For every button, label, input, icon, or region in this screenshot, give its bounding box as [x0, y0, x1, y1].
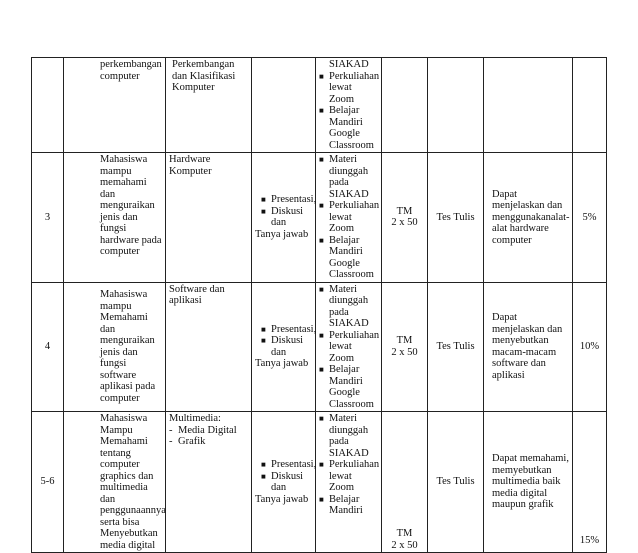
square-bullet-icon: ■ [261, 460, 266, 469]
square-bullet-icon: ■ [319, 155, 324, 164]
square-bullet-icon: ■ [319, 460, 324, 469]
method-cell [252, 58, 316, 153]
square-bullet-icon: ■ [261, 324, 266, 334]
square-bullet-icon: ■ [319, 414, 324, 423]
assessment-cell: Tes Tulis [428, 412, 484, 553]
list-item: ■ Diskusi dan [255, 471, 312, 494]
media-item: SIAKAD [329, 59, 369, 70]
list-item: - Media Digital [169, 424, 237, 436]
dash-bullet-icon: - [169, 436, 173, 447]
square-bullet-icon: ■ [319, 235, 324, 245]
method-cell [252, 153, 316, 283]
assessment-cell: Tes Tulis [428, 153, 484, 283]
list-item: ■ Belajar Mandiri Google Classroom [319, 105, 374, 151]
media-cell [316, 412, 382, 553]
list-item: ■ Belajar Mandiri Google Classroom [319, 234, 374, 280]
list-item: ■ Presentasi, [255, 324, 312, 336]
topic-cell: Perkembangan dan Klasifikasi Komputer [166, 58, 252, 153]
method-cell [252, 282, 316, 412]
time-cell: TM 2 x 50 [382, 282, 428, 412]
table-row [32, 412, 607, 553]
list-item: - Grafik [169, 436, 206, 447]
week-cell: 5-6 [32, 412, 64, 553]
weight-cell [573, 58, 607, 153]
method-continuation: Tanya jawab [255, 358, 309, 370]
list-item: ■ Diskusi dan [255, 335, 312, 358]
table-row [32, 58, 607, 153]
method-cell [252, 412, 316, 553]
list-item: ■ Diskusi dan [255, 206, 312, 229]
square-bullet-icon: ■ [261, 336, 266, 346]
method-continuation: Tanya jawab [255, 493, 309, 505]
assessment-cell: Tes Tulis [428, 282, 484, 412]
indicator-cell: perkembangan computer [64, 58, 166, 153]
media-cell [316, 153, 382, 283]
list-item: ■ Belajar Mandiri Google Classroom [319, 364, 374, 410]
list-item: ■ Materi diunggah pada SIAKAD [319, 413, 369, 459]
list-item: ■ Perkuliahan lewat Zoom [319, 70, 380, 105]
list-item: ■ Perkuliahan lewat Zoom [319, 329, 380, 364]
table-row [32, 282, 607, 412]
square-bullet-icon: ■ [319, 330, 324, 340]
square-bullet-icon: ■ [319, 284, 324, 294]
indicator-cell: Mahasiswa mampu Memahami dan menguraikan jenis dan fungsi software aplikasi pada computer [64, 282, 166, 412]
topic-cell: Software dan aplikasi [166, 282, 252, 412]
list-item: ■ Materi diunggah pada SIAKAD [319, 283, 369, 329]
media-cell [316, 58, 382, 153]
criteria-cell: Dapat memahami, memyebutkan multimedia baik media digital maupun grafik [484, 412, 573, 553]
weight-cell: 15% [573, 412, 607, 553]
weight-cell: 5% [573, 153, 607, 283]
time-cell: TM 2 x 50 [382, 412, 428, 553]
square-bullet-icon: ■ [319, 106, 324, 115]
square-bullet-icon: ■ [261, 471, 266, 481]
square-bullet-icon: ■ [319, 71, 324, 81]
time-cell: TM 2 x 50 [382, 153, 428, 283]
dash-bullet-icon: - [169, 424, 173, 436]
method-continuation: Tanya jawab [255, 228, 309, 240]
square-bullet-icon: ■ [319, 201, 324, 210]
week-cell [32, 58, 64, 153]
week-cell: 4 [32, 282, 64, 412]
media-cell [316, 282, 382, 412]
topic-title: Multimedia: [169, 413, 221, 424]
list-item: ■ Presentasi, [255, 194, 312, 206]
criteria-cell: Dapat menjelaskan dan menyebutkan macam-macam software dan aplikasi [484, 282, 573, 412]
indicator-cell: Mahasiswa mampu memahami dan menguraikan jenis dan fungsi hardware pada computer [64, 153, 166, 283]
table-row [32, 153, 607, 283]
rps-table [31, 57, 607, 553]
topic-cell: Hardware Komputer [166, 153, 252, 283]
list-item: ■ Belajar Mandiri [319, 493, 363, 516]
criteria-cell: Dapat menjelaskan dan menggunakanalat-alat hardware computer [484, 153, 573, 283]
time-cell [382, 58, 428, 153]
weight-cell: 10% [573, 282, 607, 412]
square-bullet-icon: ■ [319, 365, 324, 374]
list-item: ■ Perkuliahan lewat Zoom [319, 200, 380, 234]
list-item: ■ Presentasi, [255, 459, 312, 471]
criteria-cell [484, 58, 573, 153]
assessment-cell [428, 58, 484, 153]
square-bullet-icon: ■ [261, 195, 266, 205]
indicator-cell: Mahasiswa Mampu Memahami tentang computer graphics dan multimedia dan penggunaannya serta bisa Menyebutkan media digital [64, 412, 166, 553]
square-bullet-icon: ■ [319, 494, 324, 504]
topic-cell [166, 412, 252, 553]
list-item: ■ Perkuliahan lewat Zoom [319, 459, 380, 493]
week-cell: 3 [32, 153, 64, 283]
list-item: ■ Materi diunggah pada SIAKAD [319, 154, 369, 200]
square-bullet-icon: ■ [261, 206, 266, 216]
